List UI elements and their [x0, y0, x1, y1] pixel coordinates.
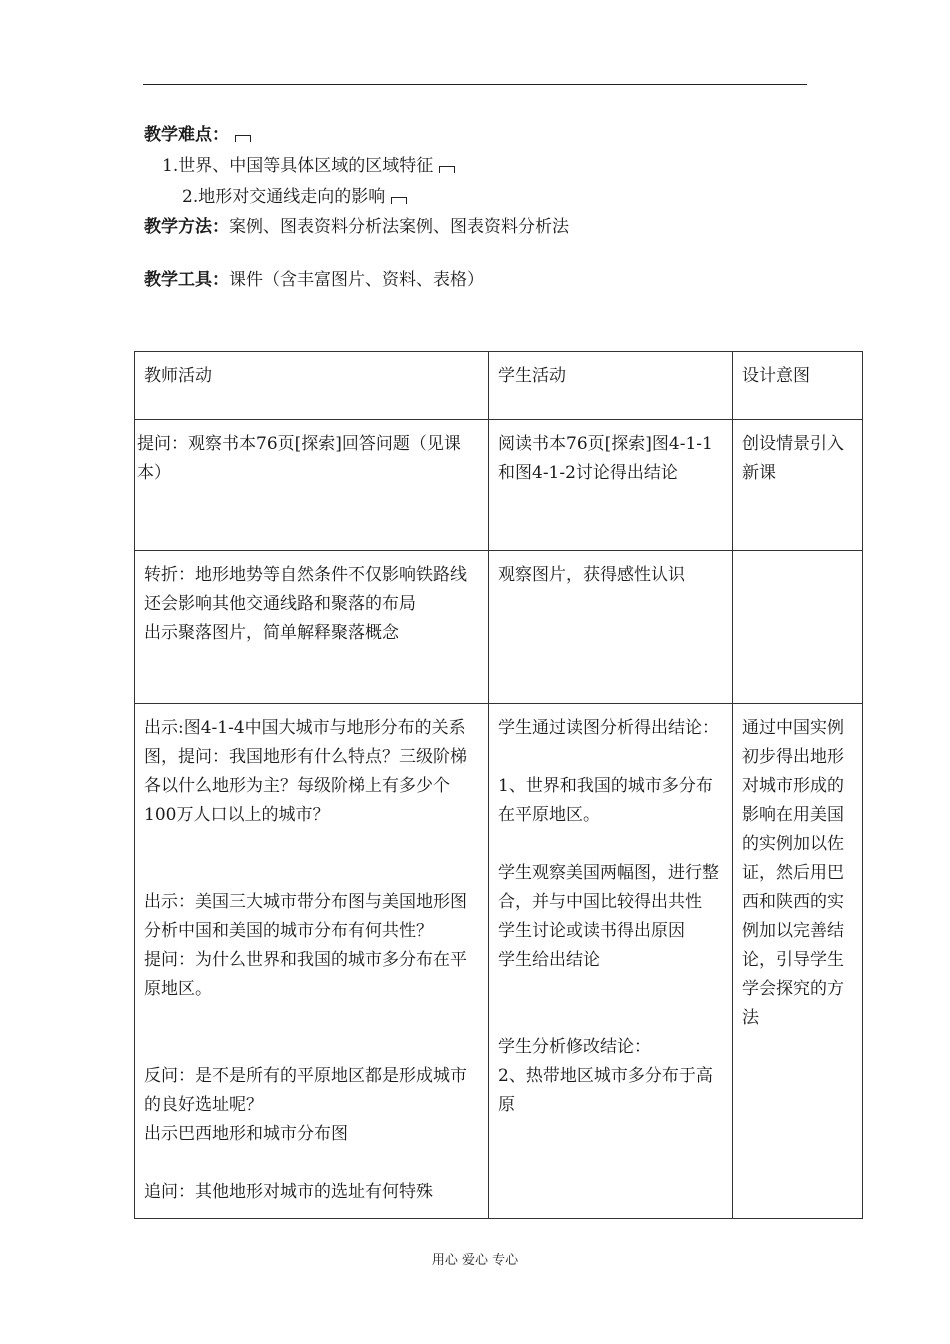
- difficulty-heading: [144, 124, 251, 146]
- paragraph-mark-icon: [235, 135, 251, 142]
- row3-intent: 通过中国实例初步得出地形对城市形成的影响在用美国的实例加以佐证，然后用巴西和陕西的实例加以完善结论，引导学生学会探究的方法: [733, 704, 863, 1219]
- row3-student: 学生通过读图分析得出结论： 1、世界和我国的城市多分布在平原地区。 学生观察美国两幅图，进行整合，并与中国比较得出共性 学生讨论或读书得出原因 学生给出结论 学生分析修改结论： 2、热带地区城市多分布于高原: [489, 704, 733, 1219]
- row1-student: 阅读书本76页[探索]图4-1-1和图4-1-2讨论得出结论: [489, 420, 733, 551]
- table-header-row: [135, 352, 863, 420]
- difficulty-label: 教学难点：: [144, 125, 229, 145]
- method-value: 案例、图表资料分析法案例、图表资料分析法: [229, 217, 569, 237]
- method-line: [144, 216, 569, 238]
- tools-value: 课件（含丰富图片、资料、表格）: [229, 270, 484, 290]
- paragraph-mark-icon: [391, 197, 407, 204]
- difficulty-item-1: 1.世界、中国等具体区域的区域特征: [162, 155, 455, 177]
- page-footer: 用心 爱心 专心: [431, 1253, 519, 1268]
- tools-label: 教学工具：: [144, 270, 229, 290]
- table-row: [135, 420, 863, 551]
- lesson-table: [134, 351, 863, 1219]
- row1-teacher: 提问：观察书本76页[探索]回答问题（见课本）: [135, 420, 489, 551]
- tools-line: [144, 269, 484, 291]
- row2-student: 观察图片，获得感性认识: [489, 551, 733, 704]
- row1-intent: 创设情景引入新课: [733, 420, 863, 551]
- header-rule: [143, 84, 807, 85]
- table-row: [135, 551, 863, 704]
- header-student: 学生活动: [489, 352, 733, 420]
- header-teacher: 教师活动: [135, 352, 489, 420]
- table-row: [135, 704, 863, 1219]
- row2-teacher: 转折：地形地势等自然条件不仅影响铁路线还会影响其他交通线路和聚落的布局 出示聚落图片，简单解释聚落概念: [135, 551, 489, 704]
- method-label: 教学方法：: [144, 217, 229, 237]
- paragraph-mark-icon: [439, 166, 455, 173]
- row3-teacher: 出示:图4-1-4中国大城市与地形分布的关系图，提问：我国地形有什么特点？三级阶梯各以什么地形为主？每级阶梯上有多少个100万人口以上的城市？ 出示：美国三大城市带分布图与美国地形图分析中国和美国的城市分布有何共性？ 提问：为什么世界和我国的城市多分布在平原地区。 反问：是不是所有的平原地区都是形成城市的良好选址呢？ 出示巴西地形和城市分布图 追问：其他地形对城市的选址有何特殊: [135, 704, 489, 1219]
- row2-intent: [733, 551, 863, 704]
- difficulty-item-2: 2.地形对交通线走向的影响: [182, 186, 407, 208]
- header-intent: 设计意图: [733, 352, 863, 420]
